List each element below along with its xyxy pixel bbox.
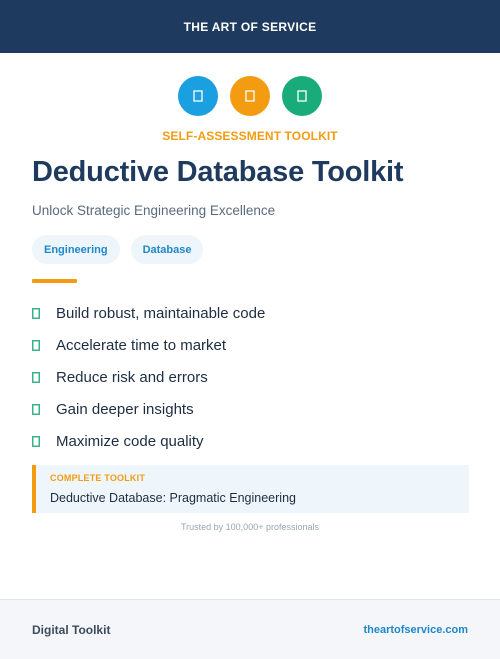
placeholder-glyph-icon bbox=[32, 436, 40, 447]
benefit-text: Maximize code quality bbox=[56, 432, 204, 450]
benefit-text: Build robust, maintainable code bbox=[56, 304, 266, 322]
placeholder-glyph-icon bbox=[32, 404, 40, 415]
callout-text: Deductive Database: Pragmatic Engineering bbox=[50, 491, 296, 505]
benefit-item bbox=[32, 361, 265, 393]
page-subtitle: Unlock Strategic Engineering Excellence bbox=[32, 203, 276, 218]
footer-bar bbox=[0, 599, 500, 659]
benefit-item bbox=[32, 393, 265, 425]
header-title: THE ART OF SERVICE bbox=[183, 19, 317, 34]
benefit-list bbox=[32, 297, 265, 457]
placeholder-glyph-icon bbox=[230, 76, 270, 116]
icon-row bbox=[0, 76, 500, 116]
placeholder-glyph-icon bbox=[282, 76, 322, 116]
tag-database: Database bbox=[131, 235, 204, 264]
complete-toolkit-callout bbox=[32, 465, 469, 513]
footer-label: Digital Toolkit bbox=[32, 622, 111, 637]
trusted-note: Trusted by 100,000+ professionals bbox=[180, 522, 319, 532]
accent-divider bbox=[32, 279, 77, 283]
kicker-label: SELF-ASSESSMENT TOOLKIT bbox=[162, 129, 338, 143]
benefit-item bbox=[32, 425, 265, 457]
benefit-text: Accelerate time to market bbox=[56, 336, 227, 354]
benefit-text: Gain deeper insights bbox=[56, 400, 194, 418]
tag-list bbox=[32, 235, 203, 264]
callout-label: COMPLETE TOOLKIT bbox=[50, 473, 146, 483]
website-link[interactable]: theartofservice.com bbox=[363, 623, 468, 636]
benefit-item bbox=[32, 297, 265, 329]
benefit-item bbox=[32, 329, 265, 361]
tag-engineering: Engineering bbox=[32, 235, 120, 264]
header-bar bbox=[0, 0, 500, 53]
placeholder-glyph-icon bbox=[32, 372, 40, 383]
benefit-text: Reduce risk and errors bbox=[56, 368, 208, 386]
placeholder-glyph-icon bbox=[32, 340, 40, 351]
page-title: Deductive Database Toolkit bbox=[32, 156, 404, 188]
placeholder-glyph-icon bbox=[32, 308, 40, 319]
placeholder-glyph-icon bbox=[178, 76, 218, 116]
